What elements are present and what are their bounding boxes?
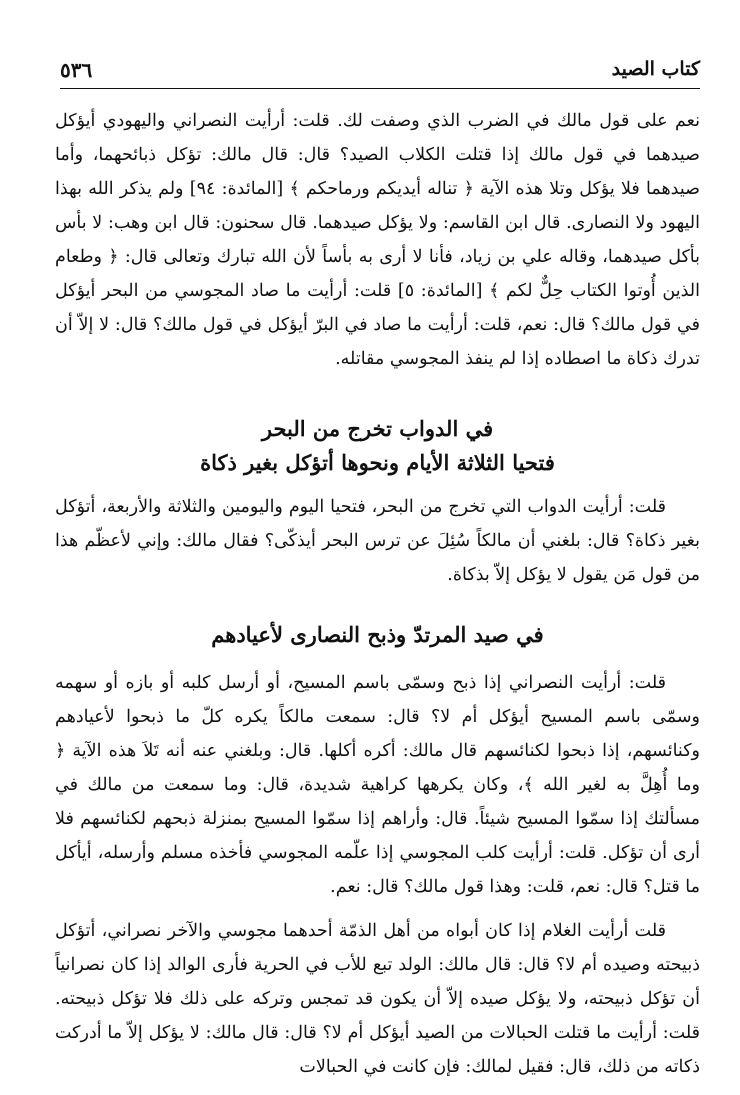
mixed-parents-paragraph: قلت أرأيت الغلام إذا كان أبواه من أهل الذمّة أحدهما مجوسي والآخر نصراني، أتؤكل ذبيحته وصيده أم لا؟ قال: قال مالك: الولد تبع للأب في الحرية فأرى الوالد إذا كان نصرانياً أن تؤكل ذبيحته، ولا يؤكل صيده إلاّ أن يكون قد تمجس وتركه على ذلك فلا تؤكل ذبيحته. قلت: أرأيت ما قتلت الحبالات من الصيد أيؤكل أم لا؟ قال: قال مالك: لا يؤكل إلاّ ما أدركت ذكاته من ذلك، قال: فقيل لمالك: فإن كانت في الحبالات — [55, 921, 700, 1077]
book-title: كتاب الصيد — [611, 58, 700, 80]
page-number: ٥٣٦ — [60, 58, 93, 82]
section-heading-apostate-title: في صيد المرتدّ وذبح النصارى لأعيادهم — [211, 622, 544, 647]
running-header — [60, 52, 700, 89]
sea-animals-paragraph: قلت: أرأيت الدواب التي تخرج من البحر، فتحيا اليوم واليومين والثلاثة والأربعة، أتؤكل بغير ذكاة؟ قال: بلغني أن مالكاً سُئِلَ عن ترس البحر أيذكّى؟ فقال مالك: وإني لأعظّم هذا من قول مَن يقول لا يؤكل إلاّ بذكاة. — [55, 497, 700, 585]
christian-slaughter-paragraph: قلت: أرأيت النصراني إذا ذبح وسمّى باسم المسيح، أو أرسل كلبه أو بازه أو سهمه وسمّى باسم المسيح أيؤكل أم لا؟ قال: سمعت مالكاً يكره كلّ ما ذبحوا لأعيادهم وكنائسهم، إذا ذبحوا لكنائسهم قال مالك: أكره أكلها. قال: وبلغني عنه أنه تَلاَ هذه الآية ﴿ وما أُهِلَّ به لغير الله ﴾، وكان يكرهها كراهية شديدة، قال: وما سمعت من مالك في مسألتك إذا سمّوا المسيح شيئاً. قال: وأراهم إذا سمّوا المسيح بمنزلة ذبحهم لكنائسهم فلا أرى أن تؤكل. قلت: أرأيت كلب المجوسي إذا علّمه المجوسي فأخذه مسلم وأرسله، أيأكل ما قتل؟ قال: نعم، قلت: وهذا قول مالك؟ قال: نعم. — [55, 673, 700, 897]
section-heading-apostate — [55, 618, 700, 652]
intro-paragraph: نعم على قول مالك في الضرب الذي وصفت لك. قلت: أرأيت النصراني واليهودي أيؤكل صيدهما في قول مالك إذا قتلت الكلاب الصيد؟ قال: قال مالك: تؤكل ذبائحهما، وأما صيدهما فلا يؤكل وتلا هذه الآية ﴿ تناله أيديكم ورماحكم ﴾ [المائدة: ٩٤] ولم يذكر الله بهذا اليهود ولا النصارى. قال ابن القاسم: ولا يؤكل صيدهما. قال سحنون: قال ابن وهب: لا بأس بأكل صيدهما، وقاله علي بن زياد، فأنا لا أرى به بأساً لأن الله تبارك وتعالى قال: ﴿ وطعام الذين أُوتوا الكتاب حِلٌّ لكم ﴾ [المائدة: ٥] قلت: أرأيت ما صاد المجوسي من البحر أيؤكل في قول مالك؟ قال: نعم، قلت: أرأيت ما صاد في البرّ أيؤكل في قول مالك؟ قال: لا إلاّ أن تدرك ذكاة ما اصطاده إذا لم ينفذ المجوسي مقاتله. — [55, 111, 701, 369]
section-heading-line-1: في الدواب تخرج من البحر — [261, 416, 494, 441]
section-heading-line-2: فتحيا الثلاثة الأيام ونحوها أتؤكل بغير ذكاة — [200, 450, 555, 475]
page-body — [55, 104, 700, 1084]
section-heading-sea-animals — [55, 412, 700, 480]
